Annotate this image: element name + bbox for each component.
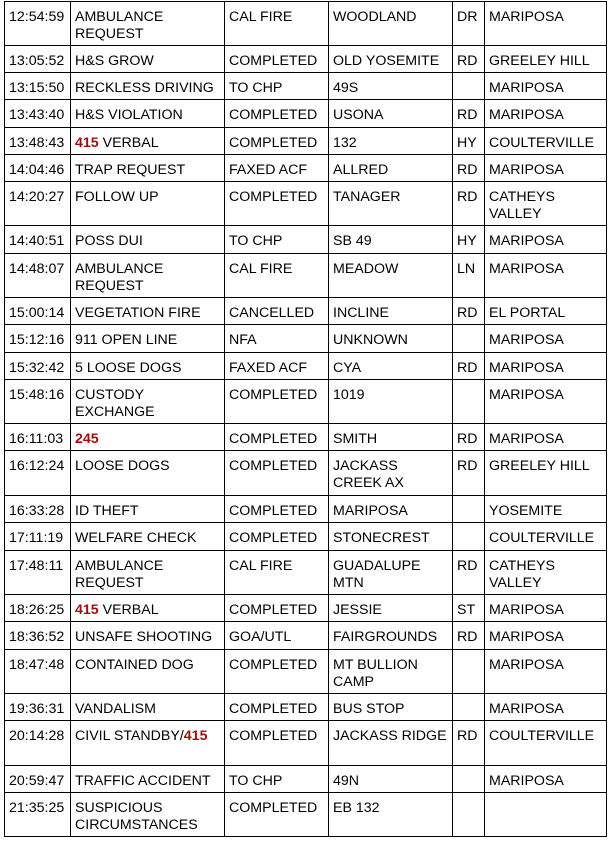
incident-type <box>71 650 225 694</box>
table-row <box>5 551 607 595</box>
penal-code: 415 <box>75 135 99 151</box>
incident-type <box>71 496 225 523</box>
table-row <box>5 128 607 155</box>
type-text: TRAFFIC ACCIDENT <box>75 773 211 789</box>
incident-city: MARIPOSA <box>485 2 607 46</box>
incident-type <box>71 380 225 424</box>
incident-time: 14:40:51 <box>5 226 71 254</box>
street-suffix <box>453 766 485 793</box>
incident-location: CYA <box>329 353 453 380</box>
type-text: VEGETATION FIRE <box>75 305 201 321</box>
table-row <box>5 496 607 523</box>
incident-location: MT BULLION CAMP <box>329 650 453 694</box>
incident-type <box>71 128 225 155</box>
incident-city: MARIPOSA <box>485 595 607 622</box>
incident-city: MARIPOSA <box>485 325 607 353</box>
type-text: H&S GROW <box>75 53 154 69</box>
street-suffix <box>453 523 485 551</box>
incident-disposition: COMPLETED <box>225 793 329 837</box>
incident-city: GREELEY HILL <box>485 451 607 496</box>
incident-type <box>71 721 225 766</box>
incident-time: 15:00:14 <box>5 298 71 325</box>
penal-code: 415 <box>183 728 208 744</box>
incident-time: 21:35:25 <box>5 793 71 837</box>
incident-disposition: TO CHP <box>225 766 329 793</box>
incident-disposition: GOA/UTL <box>225 622 329 650</box>
incident-location: JESSIE <box>329 595 453 622</box>
incident-disposition: COMPLETED <box>225 595 329 622</box>
incident-location: BUS STOP <box>329 694 453 721</box>
incident-disposition: TO CHP <box>225 73 329 100</box>
street-suffix: RD <box>453 298 485 325</box>
incident-disposition: COMPLETED <box>225 650 329 694</box>
incident-disposition: COMPLETED <box>225 46 329 73</box>
incident-city: MARIPOSA <box>485 766 607 793</box>
table-row <box>5 46 607 73</box>
incident-time: 18:26:25 <box>5 595 71 622</box>
incident-type <box>71 182 225 226</box>
table-row <box>5 254 607 298</box>
incident-time: 12:54:59 <box>5 2 71 46</box>
street-suffix: RD <box>453 451 485 496</box>
street-suffix: DR <box>453 2 485 46</box>
type-text: CONTAINED DOG <box>75 657 194 673</box>
street-suffix <box>453 496 485 523</box>
incident-location: 49S <box>329 73 453 100</box>
incident-disposition: CAL FIRE <box>225 2 329 46</box>
incident-type <box>71 325 225 353</box>
table-row <box>5 298 607 325</box>
incident-disposition: COMPLETED <box>225 451 329 496</box>
incident-location: UNKNOWN <box>329 325 453 353</box>
type-text: LOOSE DOGS <box>75 458 170 474</box>
incident-city: MARIPOSA <box>485 380 607 424</box>
table-row <box>5 451 607 496</box>
incident-time: 15:12:16 <box>5 325 71 353</box>
incident-city: CATHEYS VALLEY <box>485 182 607 226</box>
incident-type <box>71 595 225 622</box>
incident-type <box>71 793 225 837</box>
incident-type <box>71 100 225 128</box>
incident-log-table <box>4 1 607 837</box>
table-row <box>5 325 607 353</box>
incident-city: MARIPOSA <box>485 694 607 721</box>
table-row <box>5 622 607 650</box>
incident-disposition: COMPLETED <box>225 424 329 451</box>
incident-city: COULTERVILLE <box>485 721 607 766</box>
incident-disposition: COMPLETED <box>225 128 329 155</box>
incident-disposition: COMPLETED <box>225 721 329 766</box>
table-row <box>5 721 607 766</box>
incident-location: OLD YOSEMITE <box>329 46 453 73</box>
incident-location: ALLRED <box>329 155 453 182</box>
table-row <box>5 155 607 182</box>
street-suffix: RD <box>453 721 485 766</box>
penal-code: 415 <box>75 602 99 618</box>
table-row <box>5 424 607 451</box>
incident-time: 13:15:50 <box>5 73 71 100</box>
street-suffix: RD <box>453 46 485 73</box>
incident-location: JACKASS CREEK AX <box>329 451 453 496</box>
incident-location: USONA <box>329 100 453 128</box>
type-text: 911 OPEN LINE <box>75 332 178 348</box>
incident-time: 20:59:47 <box>5 766 71 793</box>
incident-time: 16:11:03 <box>5 424 71 451</box>
street-suffix <box>453 694 485 721</box>
penal-code: 245 <box>75 431 99 447</box>
type-text: ID THEFT <box>75 503 139 519</box>
type-text: UNSAFE SHOOTING <box>75 629 213 645</box>
incident-time: 14:20:27 <box>5 182 71 226</box>
street-suffix <box>453 793 485 837</box>
incident-city: MARIPOSA <box>485 73 607 100</box>
incident-disposition: COMPLETED <box>225 380 329 424</box>
incident-city: COULTERVILLE <box>485 128 607 155</box>
street-suffix: RD <box>453 622 485 650</box>
incident-city: MARIPOSA <box>485 650 607 694</box>
incident-time: 13:48:43 <box>5 128 71 155</box>
table-row <box>5 766 607 793</box>
street-suffix <box>453 380 485 424</box>
incident-type <box>71 46 225 73</box>
incident-time: 13:43:40 <box>5 100 71 128</box>
incident-location: STONECREST <box>329 523 453 551</box>
street-suffix: RD <box>453 551 485 595</box>
incident-type <box>71 155 225 182</box>
type-text: VANDALISM <box>75 701 156 717</box>
incident-disposition: FAXED ACF <box>225 155 329 182</box>
incident-location: 1019 <box>329 380 453 424</box>
incident-time: 15:32:42 <box>5 353 71 380</box>
table-row <box>5 793 607 837</box>
type-text: VERBAL <box>98 602 159 618</box>
incident-type <box>71 226 225 254</box>
incident-city: YOSEMITE <box>485 496 607 523</box>
street-suffix: RD <box>453 182 485 226</box>
incident-location: TANAGER <box>329 182 453 226</box>
incident-disposition: COMPLETED <box>225 496 329 523</box>
incident-city: COULTERVILLE <box>485 523 607 551</box>
table-row <box>5 2 607 46</box>
table-row <box>5 73 607 100</box>
incident-disposition: CAL FIRE <box>225 551 329 595</box>
incident-time: 15:48:16 <box>5 380 71 424</box>
table-row <box>5 353 607 380</box>
type-text: FOLLOW UP <box>75 189 159 205</box>
incident-location: WOODLAND <box>329 2 453 46</box>
incident-disposition: CAL FIRE <box>225 254 329 298</box>
type-text: AMBULANCE REQUEST <box>75 9 164 42</box>
incident-type <box>71 73 225 100</box>
incident-location: FAIRGROUNDS <box>329 622 453 650</box>
incident-type <box>71 551 225 595</box>
street-suffix: RD <box>453 100 485 128</box>
incident-type <box>71 298 225 325</box>
incident-disposition: COMPLETED <box>225 182 329 226</box>
incident-disposition: COMPLETED <box>225 100 329 128</box>
incident-type <box>71 523 225 551</box>
type-text: RECKLESS DRIVING <box>75 80 214 96</box>
table-row <box>5 694 607 721</box>
street-suffix: ST <box>453 595 485 622</box>
type-text: AMBULANCE REQUEST <box>75 558 164 591</box>
incident-type <box>71 424 225 451</box>
incident-city: MARIPOSA <box>485 100 607 128</box>
type-text: TRAP REQUEST <box>75 162 186 178</box>
incident-city: EL PORTAL <box>485 298 607 325</box>
incident-disposition: COMPLETED <box>225 694 329 721</box>
incident-time: 20:14:28 <box>5 721 71 766</box>
incident-time: 13:05:52 <box>5 46 71 73</box>
street-suffix: LN <box>453 254 485 298</box>
street-suffix <box>453 650 485 694</box>
incident-time: 17:48:11 <box>5 551 71 595</box>
incident-location: SMITH <box>329 424 453 451</box>
table-row <box>5 595 607 622</box>
incident-city: CATHEYS VALLEY <box>485 551 607 595</box>
incident-city: MARIPOSA <box>485 226 607 254</box>
incident-type <box>71 353 225 380</box>
incident-location: INCLINE <box>329 298 453 325</box>
incident-type <box>71 2 225 46</box>
incident-city: MARIPOSA <box>485 254 607 298</box>
incident-type <box>71 622 225 650</box>
street-suffix: RD <box>453 424 485 451</box>
incident-disposition: CANCELLED <box>225 298 329 325</box>
incident-time: 18:47:48 <box>5 650 71 694</box>
incident-city: GREELEY HILL <box>485 46 607 73</box>
table-row <box>5 523 607 551</box>
incident-location: 49N <box>329 766 453 793</box>
type-text: 5 LOOSE DOGS <box>75 360 182 376</box>
incident-city: MARIPOSA <box>485 155 607 182</box>
incident-location: GUADALUPE MTN <box>329 551 453 595</box>
incident-type <box>71 694 225 721</box>
incident-location: MARIPOSA <box>329 496 453 523</box>
incident-city: MARIPOSA <box>485 353 607 380</box>
street-suffix: RD <box>453 353 485 380</box>
incident-disposition: FAXED ACF <box>225 353 329 380</box>
incident-location: 132 <box>329 128 453 155</box>
type-text: WELFARE CHECK <box>75 530 197 546</box>
incident-location: SB 49 <box>329 226 453 254</box>
type-text: CIVIL STANDBY/ <box>75 728 184 744</box>
incident-disposition: NFA <box>225 325 329 353</box>
incident-time: 14:04:46 <box>5 155 71 182</box>
incident-time: 14:48:07 <box>5 254 71 298</box>
incident-time: 18:36:52 <box>5 622 71 650</box>
table-row <box>5 100 607 128</box>
incident-time: 19:36:31 <box>5 694 71 721</box>
incident-disposition: COMPLETED <box>225 523 329 551</box>
street-suffix: HY <box>453 128 485 155</box>
type-text: H&S VIOLATION <box>75 107 183 123</box>
type-text: POSS DUI <box>75 233 143 249</box>
street-suffix: HY <box>453 226 485 254</box>
table-row <box>5 226 607 254</box>
street-suffix <box>453 325 485 353</box>
street-suffix <box>453 73 485 100</box>
incident-disposition: TO CHP <box>225 226 329 254</box>
incident-location: JACKASS RIDGE <box>329 721 453 766</box>
table-row <box>5 380 607 424</box>
type-text: VERBAL <box>98 135 159 151</box>
incident-time: 16:33:28 <box>5 496 71 523</box>
incident-location: EB 132 <box>329 793 453 837</box>
incident-type <box>71 766 225 793</box>
type-text: SUSPICIOUS CIRCUMSTANCES <box>75 800 198 833</box>
incident-time: 17:11:19 <box>5 523 71 551</box>
type-text: AMBULANCE REQUEST <box>75 261 164 294</box>
incident-type <box>71 451 225 496</box>
incident-city <box>485 793 607 837</box>
incident-type <box>71 254 225 298</box>
incident-time: 16:12:24 <box>5 451 71 496</box>
incident-location: MEADOW <box>329 254 453 298</box>
table-row <box>5 182 607 226</box>
incident-log-body <box>5 2 607 837</box>
incident-city: MARIPOSA <box>485 424 607 451</box>
street-suffix: RD <box>453 155 485 182</box>
table-row <box>5 650 607 694</box>
type-text: CUSTODY EXCHANGE <box>75 387 155 420</box>
incident-city: MARIPOSA <box>485 622 607 650</box>
